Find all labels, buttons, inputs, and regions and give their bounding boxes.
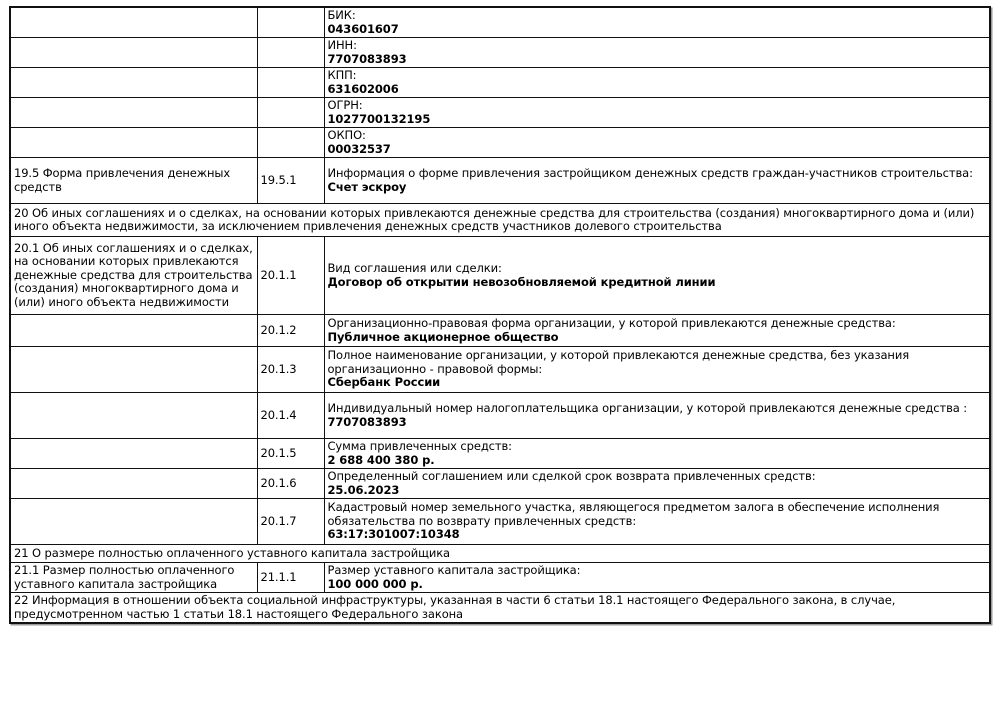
row-topic-cell: 20.1 Об иных соглашениях и о сделках, на основании которых привлекаются денежные средства для строительства (создания) многоквартирного дома и (или) иного объекта недвижимости [10,237,257,315]
row-topic-cell [10,128,257,158]
value-text: 043601607 [327,21,399,36]
row-code-cell [257,68,324,98]
value-text: 7707083893 [327,414,407,429]
value-label: Индивидуальный номер налогоплательщика организации, у которой привлекаются денежные средства : [327,401,968,415]
row-code-cell: 20.1.4 [257,393,324,439]
value-label: ОГРН: [327,98,363,112]
value-text: 100 000 000 р. [327,576,423,591]
table-row [10,439,990,469]
table-row [10,469,990,499]
row-value-cell [324,128,990,158]
row-code-cell: 21.1.1 [257,563,324,593]
value-text: Счет эскроу [327,179,407,194]
table-row [10,38,990,68]
table-row [10,563,990,593]
value-label: ИНН: [327,38,357,52]
row-value-cell [324,439,990,469]
row-topic-cell [10,68,257,98]
document-page [0,6,1000,707]
row-topic-cell [10,347,257,393]
value-text: 25.06.2023 [327,482,400,497]
value-label: Полное наименование организации, у которой привлекаются денежные средства, без указания организационно - правовой формы: [327,348,910,376]
value-label: Вид соглашения или сделки: [327,261,502,275]
row-topic-cell [10,7,257,38]
value-label: БИК: [327,8,356,22]
row-value-cell [324,98,990,128]
row-topic-cell [10,439,257,469]
row-value-cell [324,237,990,315]
value-text: 2 688 400 380 р. [327,452,435,467]
value-text: 631602006 [327,81,399,96]
value-label: Размер уставного капитала застройщика: [327,563,581,577]
value-text: 1027700132195 [327,111,431,126]
row-value-cell [324,7,990,38]
section-row [10,545,990,563]
value-label: Информация о форме привлечения застройщиком денежных средств граждан-участников строительства: [327,166,973,180]
row-code-cell [257,38,324,68]
row-code-cell [257,98,324,128]
row-code-cell: 20.1.7 [257,499,324,545]
row-value-cell [324,158,990,204]
section-header: 21 О размере полностью оплаченного уставного капитала застройщика [10,545,990,563]
value-text: 7707083893 [327,51,407,66]
row-code-cell: 20.1.1 [257,237,324,315]
declaration-table [9,6,991,624]
row-value-cell [324,315,990,347]
row-topic-cell: 21.1 Размер полностью оплаченного уставного капитала застройщика [10,563,257,593]
declaration-table-body [10,7,990,623]
table-row [10,128,990,158]
row-value-cell [324,68,990,98]
row-topic-cell [10,315,257,347]
table-row [10,315,990,347]
table-row [10,158,990,204]
row-topic-cell [10,393,257,439]
row-value-cell [324,563,990,593]
table-row [10,237,990,315]
row-code-cell: 20.1.5 [257,439,324,469]
value-label: Организационно-правовая форма организации, у которой привлекаются денежные средства: [327,316,896,330]
value-text: Публичное акционерное общество [327,329,559,344]
table-row [10,499,990,545]
section-row [10,204,990,237]
value-label: Определенный соглашением или сделкой срок возврата привлеченных средств: [327,469,816,483]
value-label: КПП: [327,68,357,82]
row-code-cell: 20.1.3 [257,347,324,393]
row-code-cell: 20.1.2 [257,315,324,347]
table-row [10,347,990,393]
section-row [10,593,990,624]
row-topic-cell [10,499,257,545]
table-row [10,68,990,98]
row-value-cell [324,347,990,393]
value-label: Кадастровый номер земельного участка, являющегося предметом залога в обеспечение исполнения обязательства по возврату привлеченных средств: [327,500,940,528]
row-topic-cell [10,38,257,68]
section-header: 22 Информация в отношении объекта социальной инфраструктуры, указанная в части 6 статьи 18.1 настоящего Федерального закона, в случае, предусмотренном частью 1 статьи 18.1 настоящего Федерального закона [10,593,990,624]
table-row [10,7,990,38]
value-label: ОКПО: [327,128,366,142]
row-value-cell [324,393,990,439]
value-text: 00032537 [327,141,391,156]
row-code-cell [257,7,324,38]
value-text: 63:17:301007:10348 [327,527,460,542]
value-text: Сбербанк России [327,375,441,390]
row-code-cell: 19.5.1 [257,158,324,204]
section-header: 20 Об иных соглашениях и о сделках, на основании которых привлекаются денежные средства для строительства (создания) многоквартирного дома и (или) иного объекта недвижимости, за исключением привлечения денежных средств участников долевого строительства [10,204,990,237]
row-code-cell [257,128,324,158]
row-value-cell [324,38,990,68]
row-topic-cell [10,98,257,128]
value-label: Сумма привлеченных средств: [327,439,512,453]
row-value-cell [324,499,990,545]
row-code-cell: 20.1.6 [257,469,324,499]
table-row [10,393,990,439]
row-topic-cell [10,469,257,499]
table-row [10,98,990,128]
value-text: Договор об открытии невозобновляемой кредитной линии [327,274,716,289]
row-topic-cell: 19.5 Форма привлечения денежных средств [10,158,257,204]
row-value-cell [324,469,990,499]
